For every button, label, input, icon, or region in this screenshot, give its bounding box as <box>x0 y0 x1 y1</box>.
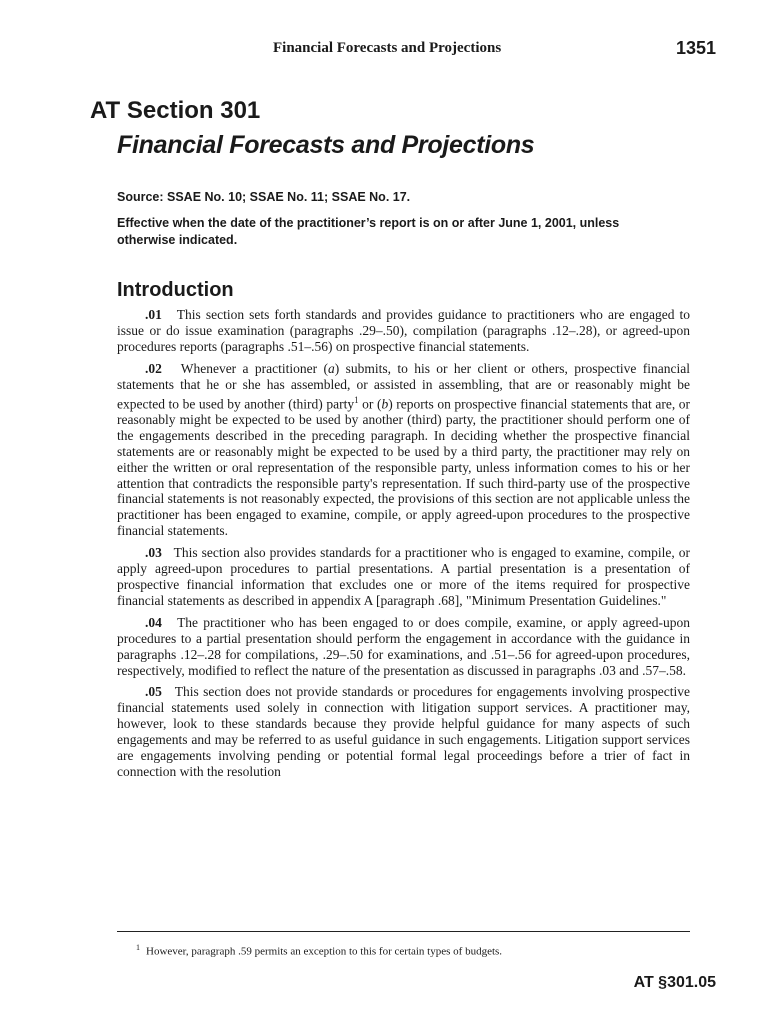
paragraph-text: This section does not provide standards or procedures for engagements involving prospective financial statements used solely in connection with litigation support services. A practitioner may, however, look to these standards because they provide helpful guidance for many aspects of such engagements and may be referred to as useful guidance in such engagements. Litigation support services are engagements involving pending or potential formal legal proceedings before a trier of fact in connection with the resolution <box>117 684 690 779</box>
paragraph-01 <box>117 307 690 355</box>
paragraph-text-part: ) submits, to his or her client or others, prospective financial statements that he or she has assembled, or assisted in assembling, that are or reasonably might be expected to be used by another (third) party <box>117 360 691 412</box>
footnote <box>136 943 691 958</box>
paragraph-text: The practitioner who has been engaged to or does compile, examine, or apply agreed-upon procedures to a partial presentation should perform the engagement in accordance with the guidance in paragraphs .12–.28 for compilations, .29–.50 for examinations, and .51–.56 for agreed-upon procedures, respectively, modified to reflect the nature of the presentation as discussed in paragraphs .03 and .57–.58. <box>117 614 690 678</box>
paragraph-text: This section also provides standards for a practitioner who is engaged to examine, compile, or apply agreed-upon procedures to partial presentations. A partial presentation is a presentation of prospective financial information that excludes one or more of the items required for prospective financial statements as described in appendix A [paragraph .68], "Minimum Presentation Guidelines." <box>117 545 690 608</box>
running-header-title: Financial Forecasts and Projections <box>273 40 502 56</box>
paragraph-05 <box>117 684 690 779</box>
effective-date-note: Effective when the date of the practitioner’s report is on or after June 1, 2001, unless otherwise indicated. <box>117 216 620 247</box>
section-label: AT Section 301 <box>90 97 261 124</box>
footer-section-reference: AT §301.05 <box>633 974 716 991</box>
introduction-heading: Introduction <box>117 279 234 301</box>
paragraph-number: .02 <box>145 360 162 376</box>
paragraph-number: .05 <box>145 684 162 700</box>
paragraph-number: .03 <box>145 545 162 561</box>
paragraph-text-part: Whenever a practitioner ( <box>180 360 328 376</box>
footnote-number: 1 <box>136 943 140 952</box>
paragraph-04 <box>117 615 690 679</box>
paragraph-text-part: ) reports on prospective financial statements that are, or reasonably might be expected to be used by another (third) party, the practitioner should perform one of the engagements described in the preceding paragraph. In deciding whether the prospective financial statements are or reasonably might be expected to be used by a third party, the practitioner may rely on either the written or oral representation of the responsible party, unless information comes to his or her attention that contradicts the responsible party's representation. If such third-party use of the prospective financial statements is not reasonably expected, the provisions of this section are not applicable unless the practitioner has been engaged to examine, compile, or apply agreed-upon procedures to the prospective financial statements. <box>117 396 690 539</box>
footnote-divider <box>117 931 690 932</box>
paragraph-number: .01 <box>145 307 162 322</box>
section-title: Financial Forecasts and Projections <box>117 131 535 159</box>
paragraph-number: .04 <box>145 614 162 630</box>
paragraph-03 <box>117 545 690 609</box>
paragraph-text-part: or ( <box>358 396 382 412</box>
paragraph-text: This section sets forth standards and provides guidance to practitioners who are engaged to issue or do issue examination (paragraphs .29–.50), compilation (paragraphs .12–.28), or agreed-upon procedures reports (paragraphs .51–.56) on prospective financial statements. <box>117 307 690 354</box>
list-marker-a: a <box>327 360 335 376</box>
list-marker-b: b <box>381 396 389 412</box>
footnote-reference[interactable]: 1 <box>354 394 359 405</box>
body-text <box>117 307 690 786</box>
source-line: Source: SSAE No. 10; SSAE No. 11; SSAE No. 17. <box>117 190 411 204</box>
page-number: 1351 <box>675 38 716 58</box>
footnote-text: However, paragraph .59 permits an exception to this for certain types of budgets. <box>146 945 503 958</box>
paragraph-02 <box>117 361 690 539</box>
